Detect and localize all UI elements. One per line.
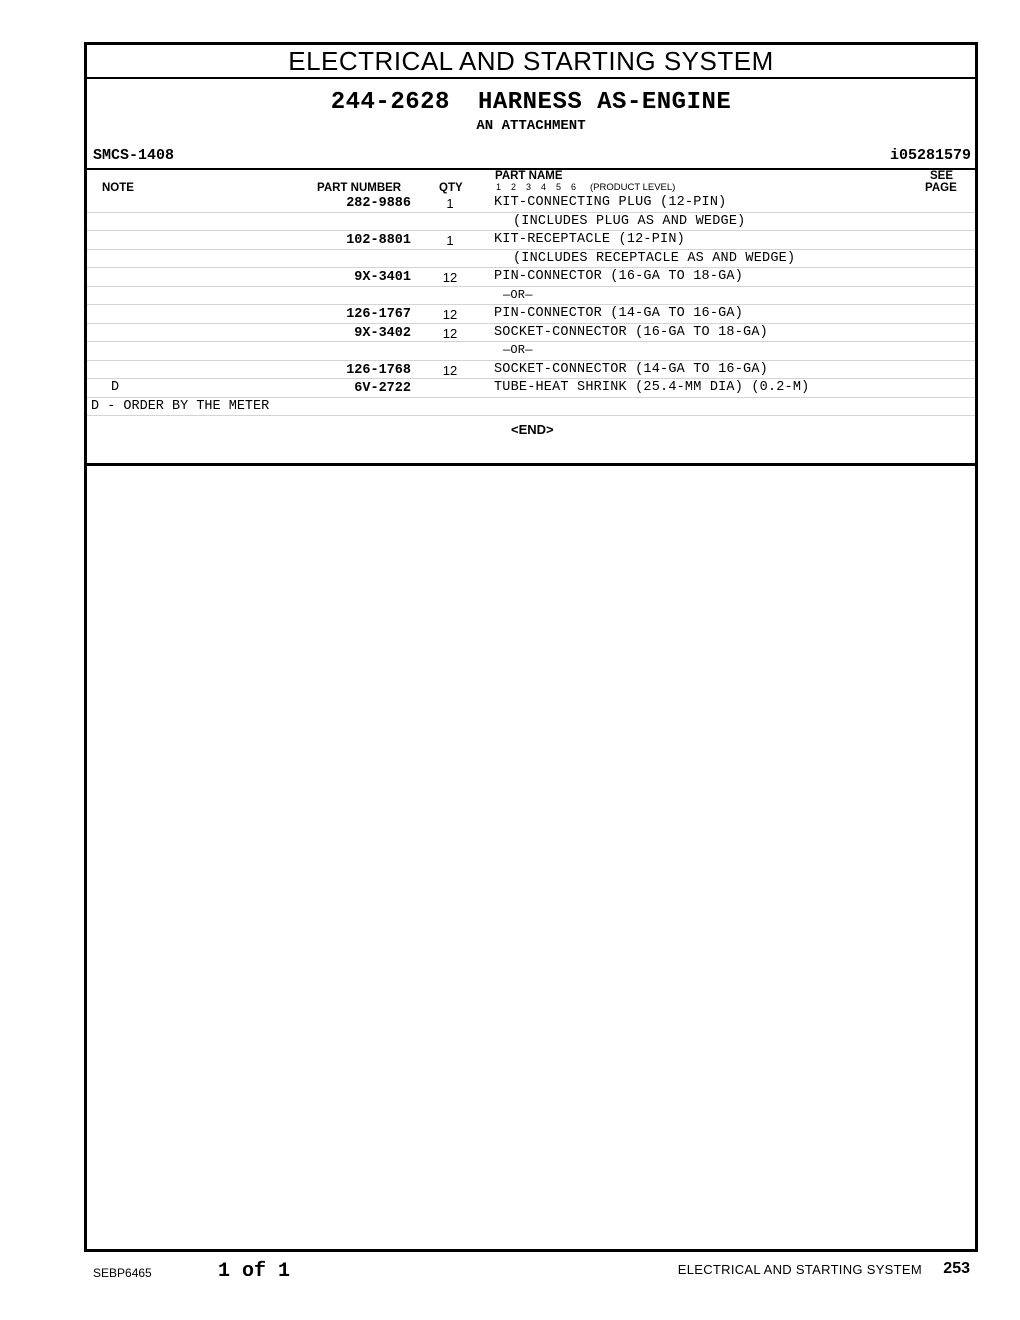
column-header-part-number: PART NUMBER [317,182,402,194]
table-row [87,194,975,213]
level-2: 2 [511,182,517,192]
part-name: TUBE-HEAT SHRINK (25.4-MM DIA) (0.2-M) [494,380,810,395]
column-header-part-name: PART NAME [495,170,563,182]
part-qty: 12 [442,362,458,378]
group-name: HARNESS AS-ENGINE [477,89,732,116]
content-divider [87,463,975,466]
part-number[interactable]: 126-1768 [346,362,411,378]
part-name: SOCKET-CONNECTOR (14-GA TO 16-GA) [494,361,768,377]
table-row [87,287,975,306]
table-row [87,324,975,343]
column-header-qty: QTY [439,182,463,194]
part-number[interactable]: 102-8801 [346,233,411,248]
group-number[interactable]: 244-2628 [330,89,450,116]
part-number[interactable]: 9X-3402 [354,325,411,341]
level-1: 1 [496,182,502,192]
part-number[interactable]: 9X-3401 [354,270,411,285]
table-row [87,268,975,287]
end-marker: <END> [511,421,554,437]
part-name: SOCKET-CONNECTOR (16-GA TO 18-GA) [494,324,768,340]
column-header-page: PAGE [925,182,957,194]
group-title [87,89,975,116]
footer-section-title: ELECTRICAL AND STARTING SYSTEM [677,1262,922,1277]
part-name: KIT-RECEPTACLE (12-PIN) [494,232,685,247]
table-row [87,213,975,232]
part-note: D [111,380,120,395]
footnote-text: D - ORDER BY THE METER [91,398,270,414]
table-row [87,231,975,250]
table-row [87,250,975,269]
part-name: PIN-CONNECTOR (14-GA TO 16-GA) [494,306,744,321]
table-row [87,342,975,361]
level-6: 6 [571,182,577,192]
part-name: (INCLUDES RECEPTACLE AS AND WEDGE) [513,250,796,266]
level-4: 4 [541,182,547,192]
parts-list [87,194,975,438]
footer-page-number: 253 [943,1260,970,1277]
level-3: 3 [526,182,532,192]
smcs-code: SMCS-1408 [93,147,175,164]
section-title: ELECTRICAL AND STARTING SYSTEM [87,45,975,79]
footer-page-of: 1 of 1 [218,1260,291,1283]
part-name: —OR— [503,287,533,302]
part-qty: 12 [442,270,458,285]
part-name: (INCLUDES PLUG AS AND WEDGE) [513,213,746,229]
table-row [87,305,975,324]
part-name: KIT-CONNECTING PLUG (12-PIN) [494,195,727,210]
part-qty: 1 [446,233,454,248]
table-row [87,379,975,398]
part-qty: 12 [442,325,458,341]
end-marker-row [87,416,975,438]
part-name: —OR— [503,343,533,357]
part-name: PIN-CONNECTOR (16-GA TO 18-GA) [494,269,744,284]
part-number[interactable]: 282-9886 [346,196,411,211]
footer-doc-code: SEBP6465 [93,1266,152,1280]
part-qty: 1 [446,196,454,211]
column-header-see: SEE [930,170,954,182]
group-subtitle: AN ATTACHMENT [476,118,586,134]
part-number[interactable]: 6V-2722 [354,381,411,396]
product-level-label: (PRODUCT LEVEL) [590,182,676,193]
table-row [87,361,975,380]
part-number[interactable]: 126-1767 [346,307,411,322]
footnote-row [87,398,975,416]
product-level-header [496,182,675,193]
illustration-id: i05281579 [889,147,971,164]
level-5: 5 [556,182,562,192]
column-header-note: NOTE [102,182,134,194]
part-qty: 12 [442,307,458,322]
parts-page-frame [84,42,978,1252]
